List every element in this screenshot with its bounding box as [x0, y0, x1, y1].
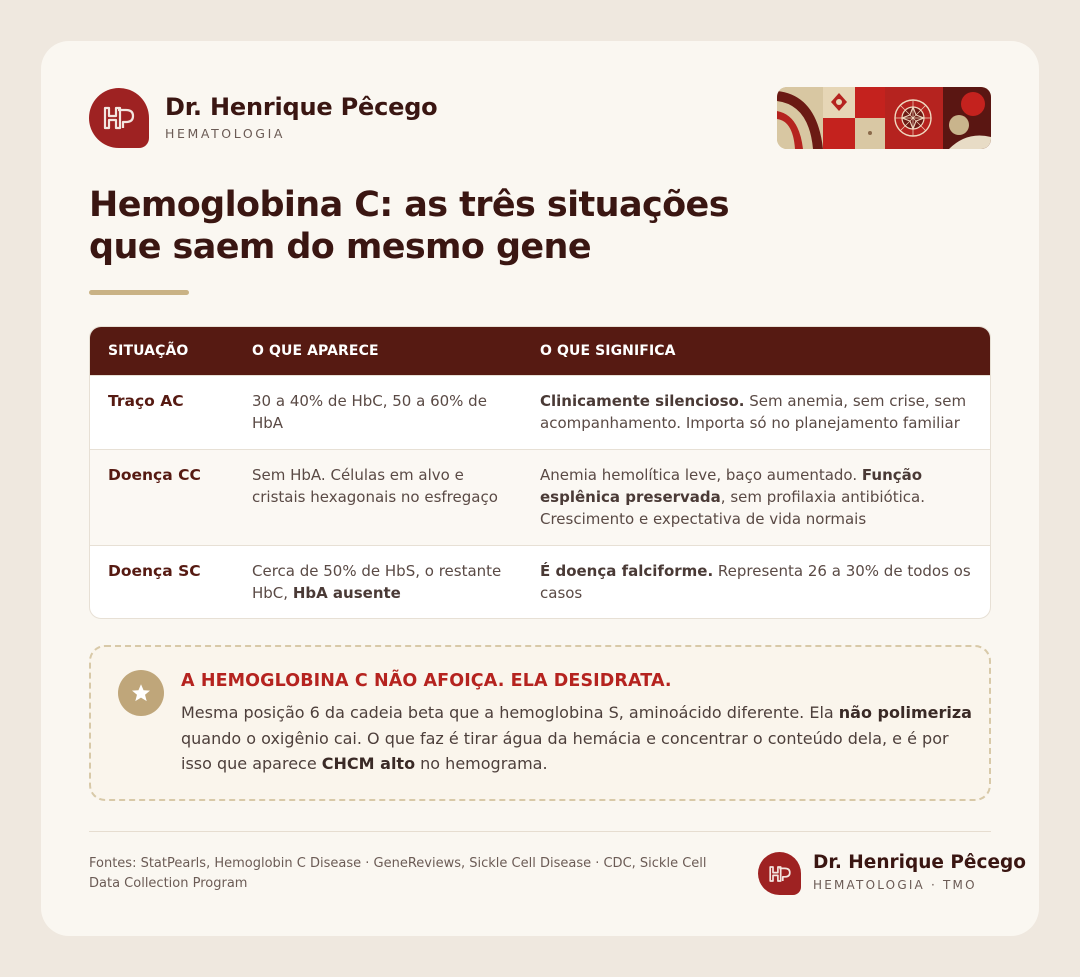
- header-meaning: O QUE SIGNIFICA: [540, 343, 676, 359]
- logo: [89, 88, 149, 148]
- callout-text-1: Mesma posição 6 da cadeia beta que a hemoglobina S, aminoácido diferente. Ela: [181, 703, 839, 722]
- appears-bold: HbA ausente: [292, 584, 401, 602]
- row-meaning: [540, 464, 980, 530]
- row-appears: Sem HbA. Células em alvo e cristais hexagonais no esfregaço: [252, 466, 498, 506]
- header-appears: O QUE APARECE: [252, 343, 379, 359]
- callout-box: [89, 645, 991, 801]
- row-situation: Doença CC: [108, 466, 201, 484]
- table-header: [90, 327, 990, 375]
- row-meaning: [540, 560, 980, 604]
- callout-text-2: quando o oxigênio cai. O que faz é tirar água da hemácia e concentrar o conteúdo dela, e é por isso que aparece: [181, 728, 949, 773]
- footer-divider: [89, 831, 991, 832]
- appears-text: Cerca de 50% de HbS, o restante HbC,: [252, 562, 502, 602]
- row-appears: [252, 560, 514, 604]
- title-line-1: Hemoglobina C: as três situações: [89, 185, 729, 225]
- hp-monogram-icon: [99, 100, 139, 136]
- star-badge: [118, 670, 164, 716]
- decorative-pattern: [777, 87, 991, 149]
- meaning-bold: É doença falciforme.: [540, 562, 714, 580]
- footer-brand-name: Dr. Henrique Pêcego: [813, 852, 1026, 873]
- callout-bold-1: não polimeriza: [838, 703, 972, 722]
- footer-brand-subtitle: HEMATOLOGIA · TMO: [813, 878, 977, 892]
- callout-body: [181, 700, 981, 777]
- table-row: [90, 449, 991, 545]
- page-title: [89, 184, 789, 268]
- header-situation: SITUAÇÃO: [108, 343, 189, 359]
- title-underline: [89, 290, 189, 295]
- table-row: [90, 375, 991, 449]
- table-row: [90, 545, 991, 619]
- callout-text-3: no hemograma.: [415, 754, 548, 773]
- meaning-bold: Função esplênica preservada: [540, 466, 923, 506]
- situations-table: [89, 326, 991, 619]
- footer-logo: [758, 852, 801, 895]
- row-situation: Traço AC: [108, 392, 184, 410]
- row-appears: 30 a 40% de HbC, 50 a 60% de HbA: [252, 392, 487, 432]
- row-situation: Doença SC: [108, 562, 201, 580]
- brand-name: Dr. Henrique Pêcego: [165, 93, 438, 121]
- star-icon: [130, 682, 152, 704]
- callout-title: A HEMOGLOBINA C NÃO AFOIÇA. ELA DESIDRATA.: [181, 671, 672, 691]
- meaning-text: Sem anemia, sem crise, sem acompanhamento. Importa só no planejamento familiar: [540, 392, 967, 432]
- row-meaning: [540, 390, 980, 434]
- meaning-text-pre: Anemia hemolítica leve, baço aumentado.: [540, 466, 862, 484]
- meaning-text: , sem profilaxia antibiótica. Crescimento e expectativa de vida normais: [540, 488, 925, 528]
- title-line-2: que saem do mesmo gene: [89, 227, 592, 267]
- meaning-bold: Clinicamente silencioso.: [540, 392, 745, 410]
- sources-text: Fontes: StatPearls, Hemoglobin C Disease · GeneReviews, Sickle Cell Disease · CDC, Sickle Cell Data Collection Program: [89, 856, 707, 891]
- brand-subtitle: HEMATOLOGIA: [165, 126, 286, 141]
- meaning-text: Representa 26 a 30% de todos os casos: [540, 562, 971, 602]
- callout-bold-2: CHCM alto: [321, 754, 416, 773]
- hp-monogram-icon: [766, 861, 794, 887]
- card: [41, 41, 1039, 936]
